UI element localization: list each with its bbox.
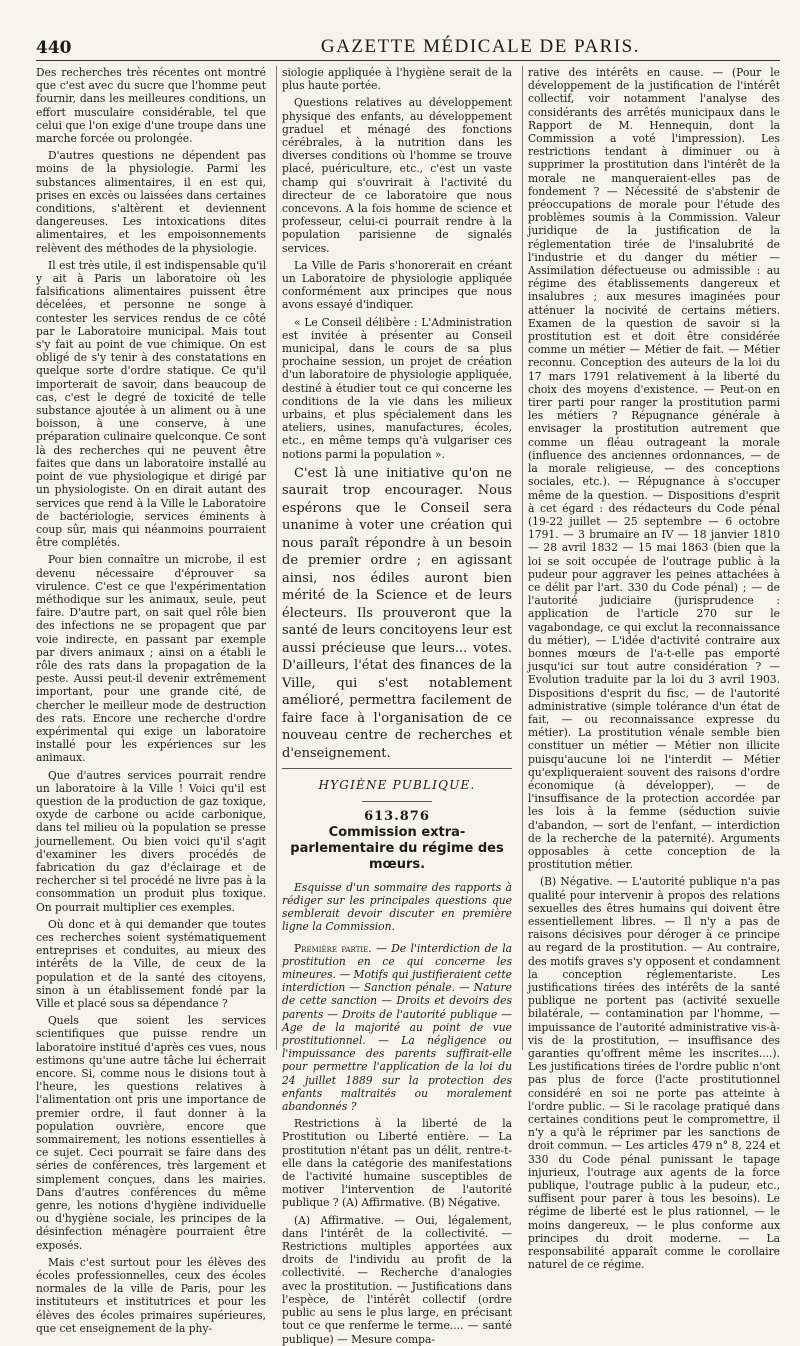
section-title: HYGIÈNE PUBLIQUE. (318, 778, 476, 793)
paragraph: Il est très utile, il est indispensable qu'il y ait à Paris un laboratoire où les falsifications alimentaires puissent être décelées, et personne ne songe à contester les services rendus de ce côté par le Laboratoire municipal. Mais tout s'y fait au point de vue chimique. On est obligé de s'y tenir à des constatations en quelque sorte d'ordre statique. Ce qu'il importerait de savoir, dans beaucoup de cas, c'est le degré de toxicité de telle substance ajoutée à un aliment ou à une boisson, à une conserve, à une préparation culinaire quelconque. Ce sont là des recherches qui ne peuvent être faites que dans un laboratoire installé au point de vue physiologique et dirigé par un physiologiste. On en dirait autant des services que rend à la Ville le Laboratoire de bactériologie, services éminents à coup sûr, mais qui néanmoins pourraient être complétés. (36, 258, 266, 550)
paragraph: (A) Affirmative. — Oui, légalement, dans l'intérêt de la collectivité. — Restrictions multiples apportées aux droits de l'individu au profit de la collectivité. — Recherche d'analogies avec la prostitution. — Justifications dans l'espèce, de l'intérêt collectif (ordre public au sens le plus large, en précisant tout ce que renferme le terme.... — santé publique) — Mesure compa- (282, 1213, 512, 1346)
paragraph: Quels que soient les services scientifiques que puisse rendre un laboratoire institué d'après ces vues, nous estimons qu'une autre tâche lui écherrait encore. Si, comme nous le disions tout à l'heure, les questions relatives à l'alimentation ont pris une importance de premier ordre, il faut donner à la population ouvrière, encore que sommairement, les notions essentielles à ce sujet. Ceci pourrait se faire dans des séries de conférences, très largement et simplement conçues, dans les mairies. Dans d'autres conférences du même genre, les notions d'hygiène individuelle ou d'hygiène sociale, les principes de la désinfection ménagère pourraient être exposés. (36, 1014, 266, 1252)
section-rule (362, 801, 432, 802)
paragraph: siologie appliquée à l'hygiène serait de la plus haute portée. (282, 66, 512, 93)
section-rule (282, 768, 512, 769)
column-separator (276, 66, 277, 1050)
page-number: 440 (36, 38, 72, 58)
part-label: Première partie. (294, 941, 372, 955)
paragraph: Mais c'est surtout pour les élèves des écoles professionnelles, ceux des écoles normales de la ville de Paris, pour les instituteurs et institutrices et pour les élèves des écoles primaires supérieures, que cet enseignement de la phy- (36, 1255, 266, 1335)
subtitle-text: Esquisse d'un sommaire des rapports à rédiger sur les principales questions que semblerait devoir discuter en première ligne la Commission. (282, 880, 512, 934)
column-separator (522, 66, 523, 1050)
paragraph: « Le Conseil délibère : L'Administration est invitée à présenter au Conseil municipal, dans le cours de sa plus prochaine session, un projet de création d'un laboratoire de physiologie appliquée, destiné à étudier tout ce qui concerne les conditions de la vie dans les milieux urbains, et plus spécialement dans les ateliers, usines, manufactures, écoles, etc., en même temps qu'à vulgariser ces notions parmi la population ». (282, 315, 512, 461)
column-2 (282, 66, 512, 1346)
columns (36, 66, 780, 1346)
paragraph: Où donc et à qui demander que toutes ces recherches soient systématiquement entreprises et conduites, au mieux des intérêts de la Ville, de ceux de la population et de la santé des citoyens, sinon à un établissement fondé par la Ville et placé sous sa dépendance ? (36, 917, 266, 1011)
paragraph: rative des intérêts en cause. — (Pour le développement de la justification de l'intérêt collectif, voir notamment l'analyse des considérants des arrêtés municipaux dans le Rapport de M. Hennequin, dont la Commission a voté l'impression). Les restrictions tendant à diminuer ou à supprimer la prostitution dans l'intérêt de la morale ne manqueraient-elles pas de fondement ? — Nécessité de s'abstenir de préoccupations de morale pour l'étude des problèmes soumis à la Commission. Valeur juridique de la justification de la réglementation tirée de l'insalubrité de l'industrie et du danger du métier — Assimilation défectueuse ou admissible : au régime des établissements dangereux et insalubres ; aux mesures imaginées pour atténuer la nocivité de certains métiers. Examen de la question de savoir si la prostitution est et doit être considérée comme un métier — Métier de fait. — Métier reconnu. Conception des auteurs de la loi du 17 mars 1791 relativement à la liberté du choix des moyens d'existence. — Peut-on en tirer parti pour ranger la prostitution parmi les métiers ? Répugnance générale à envisager la prostitution autrement que comme un fléau outrageant la morale (influence des anciennes ordonnances, — de la morale religieuse, — des conceptions sociales, etc.). — Répugnance à s'occuper même de la question. — Dispositions d'esprit à cet égard : des rédacteurs du Code pénal (19-22 juillet — 25 septembre — 6 octobre 1791. — 3 brumaire an IV — 18 janvier 1810 — 28 avril 1832 — 15 mai 1863 (bien que la loi se soit occupée de l'outrage public à la pudeur pour aggraver les peines attachées à ce délit par l'art. 330 du Code pénal) ; — de l'autorité judiciaire (jurisprudence : application de l'article 270 sur le vagabondage, ce qui exclut la reconnaissance du métier), — L'idée d'activité contraire aux bonnes mœurs de l'a-t-elle pas emporté jusqu'ici sur tout autre considération ? — Evolution traduite par la loi du 3 avril 1903. Dispositions d'esprit du fisc, — de l'autorité administrative (simple tolérance d'un état de fait, — ou reconnaissance expresse du métier). La prostitution vénale semble bien constituer un métier — Métier non illicite puisqu'aucune loi ne l'interdit — Métier qu'expliqueraient souvent des raisons d'ordre économique (à développer), — de l'insuffisance de la protection accordée par les lois à la femme (séduction suivie d'abandon, — sort de l'enfant, — interdiction de la recherche de la paternité). Arguments opposables à cette conception de la prostitution métier. (528, 66, 780, 872)
large-paragraph: C'est là une initiative qu'on ne saurait trop encourager. Nous espérons que le Conseil sera unanime à voter une création qui nous paraît répondre à un besoin de premier ordre ; en agissant ainsi, nos édiles auront bien mérité de la Science et de leurs électeurs. Ils prouveront que la santé de leurs concitoyens leur est aussi précieuse que leurs... votes. D'ailleurs, l'état des finances de la Ville, qui s'est notablement amélioré, permettra facilement de faire face à l'organisation de ce nouveau centre de recherches et d'enseignement. (282, 465, 512, 761)
article-title: Commission extra-parlementaire du régime des mœurs. (290, 824, 504, 872)
paragraph: D'autres questions ne dépendent pas moins de la physiologie. Parmi les substances alimentaires, il en est qui, prises en excès ou laissées dans certaines conditions, s'altèrent et deviennent dangereuses. Les intoxications dites alimentaires, et les empoisonnements relèvent des méthodes de la physiologie. (36, 149, 266, 255)
paragraph: Questions relatives au développement physique des enfants, au développement graduel et ménagé des fonctions cérébrales, à la nutrition dans les diverses conditions où l'homme se trouve placé, puériculture, etc., c'est un vaste champ qui s'ouvrirait à l'activité du directeur de ce laboratoire que nous concevons. A la fois homme de science et professeur, celui-ci pourrait rendre à la population parisienne de signalés services. (282, 96, 512, 255)
part-text: — De l'interdiction de la prostitution en ce qui concerne les mineures. — Motifs qui justifieraient cette interdiction — Sanction pénale. — Nature de cette sanction — Droits et devoirs des parents — Droits de l'autorité publique — Age de la majorité au point de vue prostitutionnel. — La négligence ou l'impuissance des parents suffirait-elle pour permettre l'application de la loi du 24 juillet 1889 sur la protection des enfants maltraités ou moralement abandonnés ? (282, 941, 512, 1114)
paragraph: Pour bien connaître un microbe, il est devenu nécessaire d'éprouver sa virulence. C'est ce que l'expérimentation méthodique sur les animaux, seule, peut faire. D'autre part, on sait quel rôle bien des infections ne se propagent que par voie indirecte, en passant par exemple par divers animaux ; ainsi on a établi le rôle des rats dans la propagation de la peste. Aussi peut-il devenir extrêmement important, pour une grande cité, de chercher le meilleur mode de destruction des rats. Encore une recherche d'ordre expérimental qui exige un laboratoire installé pour les expériences sur les animaux. (36, 553, 266, 765)
article-subtitle (282, 881, 512, 934)
header-rule (36, 60, 780, 61)
paragraph (282, 942, 512, 1114)
article-number: 613.876 (364, 808, 430, 824)
paragraph: Des recherches très récentes ont montré que c'est avec du sucre que l'homme peut fournir, dans les meilleures conditions, un effort musculaire considérable, tel que celui que l'on exige d'une troupe dans une marche forcée ou prolongée. (36, 66, 266, 146)
column-1 (36, 66, 266, 1335)
running-title: GAZETTE MÉDICALE DE PARIS. (320, 36, 640, 57)
page-header (36, 34, 780, 58)
paragraph: (B) Négative. — L'autorité publique n'a pas qualité pour intervenir à propos des relations sexuelles des êtres humains qui doivent être essentiellement libres. — Il n'y a pas de raisons décisives pour déroger à ce principe au regard de la prostitution. — Au contraire, des motifs graves s'y opposent et condamnent la conception réglementariste. Les justifications tirées des intérêts de la santé publique ne portent pas (activité sexuelle bilatérale, — contamination par l'homme, — impuissance de l'autorité administrative vis-à-vis de la prostitution, — insuffisance des garanties qu'offrent même les inscrites....). Les justifications tirées de l'ordre public n'ont pas plus de force (l'acte prostitutionnel considéré en soi ne porte pas atteinte à l'ordre public. — Si le racolage pratiqué dans certaines conditions peut le compromettre, il n'y a qu'à le réprimer par les sanctions de droit commun. — Les articles 479 n° 8, 224 et 330 du Code pénal punissant le tapage injurieux, l'outrage aux agents de la force publique, l'outrage public à la pudeur, etc., suffisent pour parer à tous les besoins). Le régime de liberté est le plus rationnel, — le moins dangereux, — le plus conforme aux principes du droit moderne. — La responsabilité apparaît comme le corollaire naturel de ce régime. (528, 875, 780, 1272)
paragraph: Que d'autres services pourrait rendre un laboratoire à la Ville ! Voici qu'il est question de la production de gaz toxique, oxyde de carbone ou acide carbonique, dans tel milieu où la population se presse journellement. Ou bien voici qu'il s'agit d'examiner les divers procédés de fabrication du gaz d'éclairage et de rechercher si tel procédé ne livre pas à la consommation un produit plus toxique. On pourrait multiplier ces exemples. (36, 768, 266, 914)
paragraph: Restrictions à la liberté de la Prostitution ou Liberté entière. — La prostitution n'étant pas un délit, rentre-t-elle dans la catégorie des manifestations de l'activité humaine susceptibles de motiver l'intervention de l'autorité publique ? (A) Affirmative. (B) Négative. (282, 1117, 512, 1210)
column-3 (528, 66, 780, 1272)
paragraph: La Ville de Paris s'honorerait en créant un Laboratoire de physiologie appliquée conformément aux principes que nous avons essayé d'indiquer. (282, 258, 512, 312)
